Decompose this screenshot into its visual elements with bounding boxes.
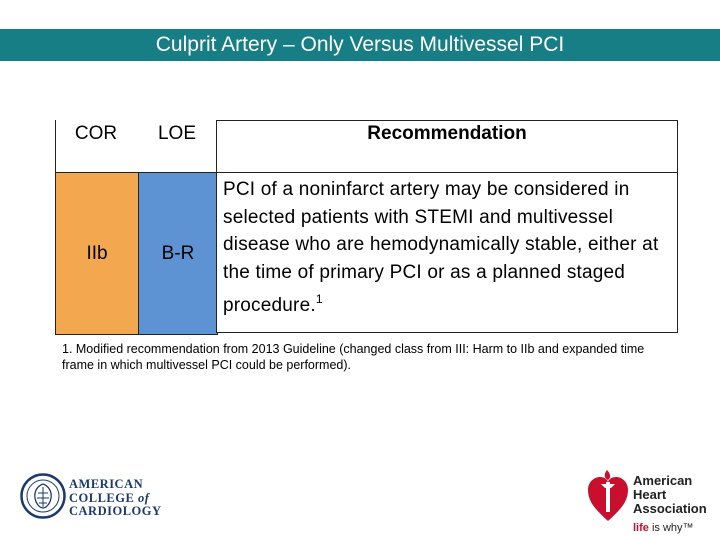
loe-cell: [138, 172, 218, 335]
aha-tagline: [633, 522, 694, 534]
cor-cell: [55, 172, 139, 335]
reference-marker: 1: [315, 292, 323, 306]
aha-tagline-b: is why™: [648, 522, 694, 534]
acc-line3: CARDIOLOGY: [69, 504, 162, 518]
cor-value: IIb: [86, 242, 108, 264]
acc-wordmark: [69, 478, 162, 519]
aha-line3: Association: [633, 501, 707, 516]
slide-title: Culprit Artery – Only Versus Multivessel PCI: [0, 29, 720, 61]
loe-value: B-R: [161, 242, 195, 264]
recommendation-body: PCI of a noninfarct artery may be considered in selected patients with STEMI and multivessel disease who are hemodynamically stable, either at the time of primary PCI or as a planned staged procedure.: [223, 179, 659, 316]
header-cor: COR: [74, 123, 118, 144]
acc-line2: [69, 492, 162, 506]
aha-heart-torch-icon: [586, 466, 630, 526]
acc-line2b: of: [137, 490, 150, 505]
footnote: 1. Modified recommendation from 2013 Guideline (changed class from III: Harm to IIb and expanded time frame in which multivessel PCI could be performed).: [62, 342, 645, 372]
acc-seal-icon: [20, 473, 66, 519]
aha-tagline-a: life: [633, 522, 649, 534]
aha-line1: American: [633, 473, 693, 488]
header-recommendation: Recommendation: [367, 123, 527, 144]
aha-wordmark: [633, 474, 707, 516]
header-loe: LOE: [157, 123, 197, 144]
recommendation-cell: [216, 172, 678, 333]
aha-line2: Heart: [633, 487, 667, 502]
acc-line2a: COLLEGE: [69, 490, 135, 505]
recommendation-text: [223, 176, 677, 320]
acc-line1: AMERICAN: [69, 477, 144, 491]
